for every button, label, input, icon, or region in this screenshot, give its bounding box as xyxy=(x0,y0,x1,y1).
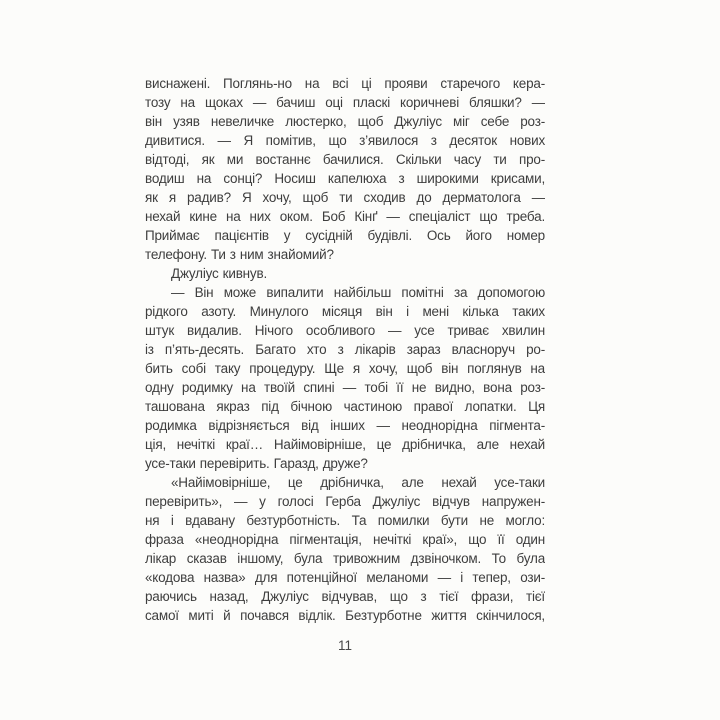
text-line: телефону. Ти з ним знайомий? xyxy=(145,247,334,262)
text-line: одну родимку на твоїй спині — тобі її не видно, вона роз- xyxy=(145,380,545,395)
text-line: Джуліус кивнув. xyxy=(171,266,268,281)
text-line: із п’ять-десять. Багато хто з лікарів зараз власноруч ро- xyxy=(145,342,545,357)
text-line: бить собі таку процедуру. Ще я хочу, щоб він поглянув на xyxy=(145,361,545,376)
page-number: 11 xyxy=(337,638,352,653)
text-line: фраза «неоднорідна пігментація, нечіткі краї», що її один xyxy=(145,532,545,547)
text-line: самої миті й почався відлік. Безтурботне життя скінчилося, xyxy=(145,608,545,623)
text-line: перевірить», — у голосі Герба Джуліус відчув напружен- xyxy=(145,494,545,509)
text-line: «Найімовірніше, це дрібничка, але нехай усе-таки xyxy=(171,475,545,490)
text-line: раючись назад, Джуліус відчував, що з тієї фрази, тієї xyxy=(145,589,545,604)
text-line: усе-таки перевірить. Гаразд, друже? xyxy=(145,456,368,471)
text-line: як я радив? Я хочу, щоб ти сходив до дерматолога — xyxy=(145,190,545,205)
text-line: Приймає пацієнтів у сусідній будівлі. Ось його номер xyxy=(145,228,545,243)
text-line: «кодова назва» для потенційної меланоми — і тепер, ози- xyxy=(145,570,545,585)
text-line: лікар сказав іншому, була тривожним дзвіночком. То була xyxy=(145,551,545,566)
text-line: ція, нечіткі краї… Найімовірніше, це дрібничка, але нехай xyxy=(145,437,545,452)
text-line: нехай кине на них оком. Боб Кінґ — спеціаліст що треба. xyxy=(145,209,545,224)
body-text xyxy=(145,74,545,625)
text-line: дивитися. — Я помітив, що з’явилося з десяток нових xyxy=(145,133,545,148)
text-line: відтоді, як ми востаннє бачилися. Скільки часу ти про- xyxy=(145,152,545,167)
text-line: ташована якраз під бічною частиною правої лопатки. Ця xyxy=(145,399,545,414)
text-line: штук видалив. Нічого особливого — усе триває хвилин xyxy=(145,323,545,338)
text-line: водиш на сонці? Носиш капелюха з широкими крисами, xyxy=(145,171,545,186)
text-line: рідкого азоту. Минулого місяця він і мені кілька таких xyxy=(145,304,545,319)
text-line: ня і вдавану безтурботність. Та помилки бути не могло: xyxy=(145,513,545,528)
text-line: виснажені. Поглянь-но на всі ці прояви старечого кера- xyxy=(145,76,545,91)
text-line: родимка відрізняється від інших — неоднорідна пігмента- xyxy=(145,418,545,433)
text-line: — Він може випалити найбільш помітні за допомогою xyxy=(171,285,545,300)
text-line: тозу на щоках — бачиш оці пласкі коричневі бляшки? — xyxy=(145,95,545,110)
text-line: він узяв невеличке люстерко, щоб Джуліус міг себе роз- xyxy=(145,114,545,129)
